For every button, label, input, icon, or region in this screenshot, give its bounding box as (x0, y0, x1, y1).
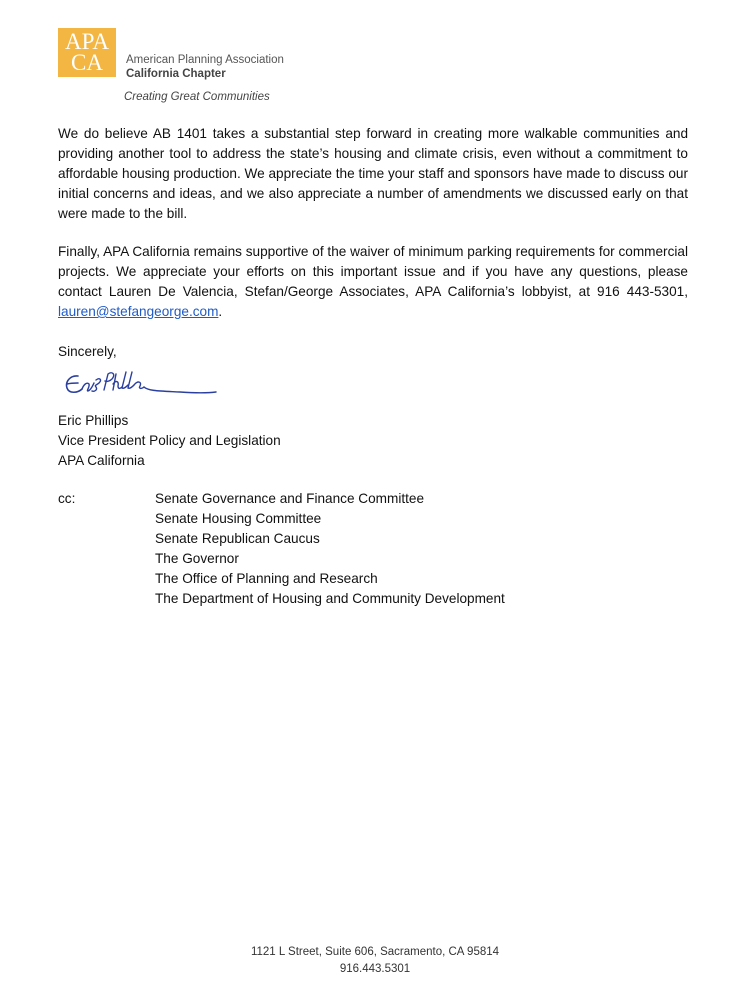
paragraph-2-text: Finally, APA California remains supportive of the waiver of minimum parking requirements for commercial projects. We appreciate your efforts on this important issue and if you have any questions, please contact Lauren De Valencia, Stefan/George Associates, APA California’s lobbyist, at 916 443-5301, (58, 244, 688, 299)
chapter-name: California Chapter (126, 68, 226, 80)
salutation: Sincerely, (58, 344, 117, 359)
footer-phone: 916.443.5301 (339, 963, 411, 975)
tagline: Creating Great Communities (124, 91, 270, 103)
cc-recipient: Senate Republican Caucus (155, 531, 320, 546)
cc-recipient: The Office of Planning and Research (155, 571, 378, 586)
body-paragraph-1: We do believe AB 1401 takes a substantial step forward in creating more walkable communities and providing another tool to address the state’s housing and climate crisis, even without a commitment to affordable housing production. We appreciate the time your staff and sponsors have made to discuss our initial concerns and ideas, and we also appreciate a number of amendments we discussed early on that were made to the bill. (58, 126, 688, 221)
signer-title: Vice President Policy and Legislation (58, 433, 281, 448)
organization-name: American Planning Association (126, 54, 284, 66)
apa-logo (58, 28, 116, 77)
paragraph-2-end: . (218, 304, 223, 319)
footer (0, 944, 750, 978)
body-paragraph-2 (58, 242, 688, 322)
cc-recipient-list (155, 489, 505, 609)
cc-recipient: Senate Housing Committee (155, 511, 322, 526)
cc-recipient: Senate Governance and Finance Committee (155, 491, 425, 506)
cc-recipient: The Governor (155, 551, 239, 566)
signer-name: Eric Phillips (58, 413, 129, 428)
footer-address: 1121 L Street, Suite 606, Sacramento, CA 95814 (250, 946, 500, 958)
signature-image (60, 366, 220, 404)
logo-text-line1: APA (65, 29, 109, 54)
email-link[interactable]: lauren@stefangeorge.com (58, 304, 219, 319)
cc-recipient: The Department of Housing and Community Development (155, 591, 505, 606)
logo-text-line2: CA (71, 50, 103, 75)
signer-organization: APA California (58, 453, 145, 468)
cc-label: cc: (58, 491, 76, 506)
